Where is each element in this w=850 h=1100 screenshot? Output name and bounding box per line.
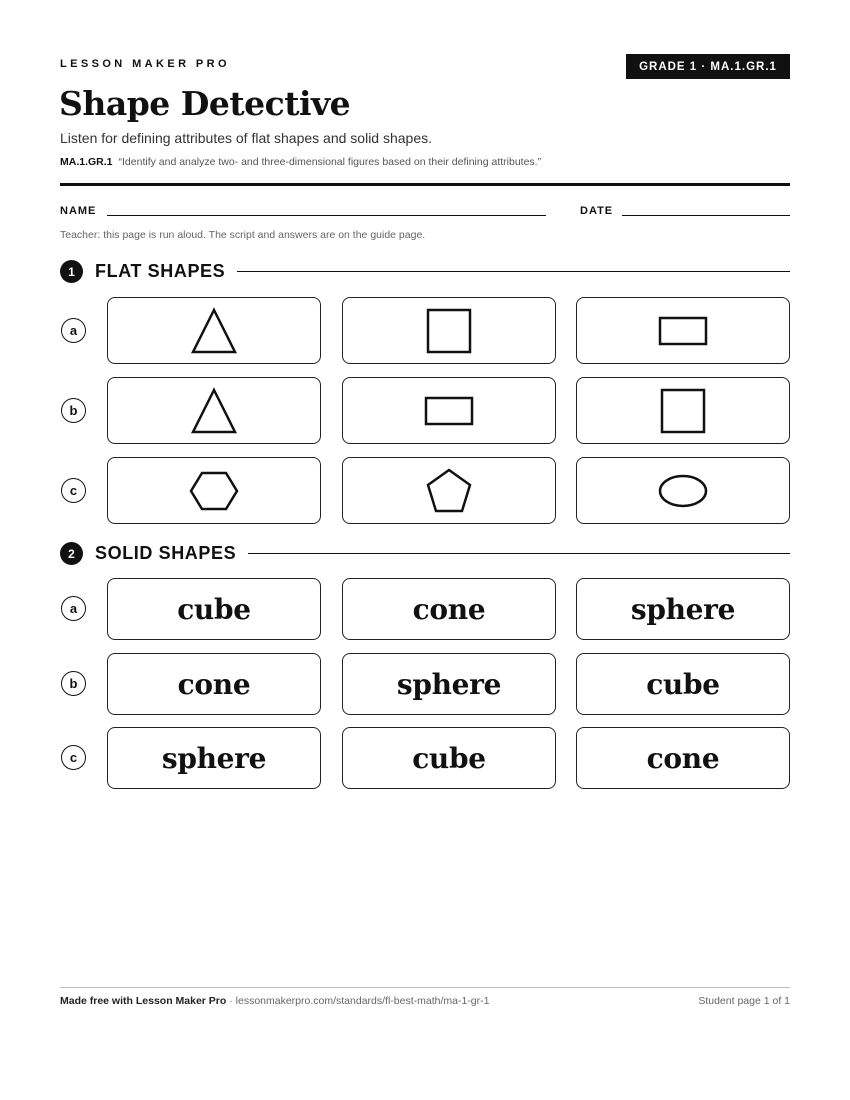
footer-page-number: Student page 1 of 1 bbox=[698, 995, 790, 1007]
flat-row-b bbox=[60, 377, 790, 444]
flat-choice-a1[interactable] bbox=[107, 297, 321, 364]
name-field[interactable] bbox=[107, 215, 546, 216]
triangle-icon bbox=[189, 386, 239, 436]
footer-divider bbox=[60, 987, 790, 988]
header-divider bbox=[60, 183, 790, 186]
standard-text: “Identify and analyze two- and three-dimensional figures based on their defining attributes.” bbox=[118, 156, 542, 168]
pentagon-icon bbox=[424, 467, 474, 515]
grade-badge: GRADE 1 · MA.1.GR.1 bbox=[626, 54, 790, 79]
solid-word: cone bbox=[412, 592, 486, 626]
triangle-icon bbox=[189, 306, 239, 356]
row-label: a bbox=[61, 596, 86, 621]
flat-row-a bbox=[60, 297, 790, 364]
row-label: b bbox=[61, 398, 86, 423]
solid-word: cube bbox=[177, 592, 251, 626]
flat-row-c bbox=[60, 457, 790, 524]
section-title: FLAT SHAPES bbox=[95, 261, 226, 281]
footer-credit bbox=[60, 995, 489, 1007]
page-subtitle: Listen for defining attributes of flat shapes and solid shapes. bbox=[60, 130, 433, 146]
solid-word: cube bbox=[646, 667, 720, 701]
date-field[interactable] bbox=[622, 215, 790, 216]
footer-url[interactable]: · lessonmakerpro.com/standards/fl-best-math/ma-1-gr-1 bbox=[226, 995, 490, 1007]
row-label: c bbox=[61, 745, 86, 770]
solid-word: cone bbox=[646, 741, 720, 775]
solid-choice-b3[interactable] bbox=[576, 653, 790, 715]
standard-code: MA.1.GR.1 bbox=[60, 156, 113, 168]
flat-choice-c1[interactable] bbox=[107, 457, 321, 524]
row-label: b bbox=[61, 671, 86, 696]
solid-choice-c3[interactable] bbox=[576, 727, 790, 789]
solid-choice-a3[interactable] bbox=[576, 578, 790, 640]
flat-choice-a3[interactable] bbox=[576, 297, 790, 364]
footer-made-with: Made free with Lesson Maker Pro bbox=[60, 995, 227, 1007]
solid-word: sphere bbox=[161, 741, 267, 775]
flat-choice-b2[interactable] bbox=[342, 377, 556, 444]
solid-word: sphere bbox=[396, 667, 502, 701]
flat-choice-a2[interactable] bbox=[342, 297, 556, 364]
row-label: c bbox=[61, 478, 86, 503]
solid-row-b bbox=[60, 653, 790, 715]
standard-line bbox=[60, 156, 541, 168]
section-title: SOLID SHAPES bbox=[95, 543, 237, 563]
solid-word: cube bbox=[412, 741, 486, 775]
section-rule bbox=[237, 271, 790, 272]
section-flat-shapes bbox=[60, 260, 790, 283]
solid-choice-c2[interactable] bbox=[342, 727, 556, 789]
section-solid-shapes bbox=[60, 542, 790, 565]
page-title: Shape Detective bbox=[59, 84, 351, 123]
flat-choice-c2[interactable] bbox=[342, 457, 556, 524]
solid-choice-b2[interactable] bbox=[342, 653, 556, 715]
solid-row-a bbox=[60, 578, 790, 640]
square-icon bbox=[426, 308, 472, 354]
flat-choice-b1[interactable] bbox=[107, 377, 321, 444]
section-number: 2 bbox=[60, 542, 83, 565]
date-label: DATE bbox=[580, 205, 614, 217]
rectangle-icon bbox=[424, 396, 474, 426]
solid-word: sphere bbox=[630, 592, 736, 626]
rectangle-icon bbox=[658, 316, 708, 346]
solid-row-c bbox=[60, 727, 790, 789]
section-rule bbox=[248, 553, 790, 554]
hexagon-icon bbox=[188, 470, 240, 512]
name-label: NAME bbox=[60, 205, 97, 217]
section-number: 1 bbox=[60, 260, 83, 283]
solid-word: cone bbox=[177, 667, 251, 701]
brand-label: LESSON MAKER PRO bbox=[60, 58, 230, 70]
oval-icon bbox=[657, 473, 709, 509]
row-label: a bbox=[61, 318, 86, 343]
flat-choice-b3[interactable] bbox=[576, 377, 790, 444]
teacher-note: Teacher: this page is run aloud. The script and answers are on the guide page. bbox=[60, 229, 426, 241]
square-icon bbox=[660, 388, 706, 434]
solid-choice-a2[interactable] bbox=[342, 578, 556, 640]
solid-choice-b1[interactable] bbox=[107, 653, 321, 715]
solid-choice-c1[interactable] bbox=[107, 727, 321, 789]
solid-choice-a1[interactable] bbox=[107, 578, 321, 640]
flat-choice-c3[interactable] bbox=[576, 457, 790, 524]
